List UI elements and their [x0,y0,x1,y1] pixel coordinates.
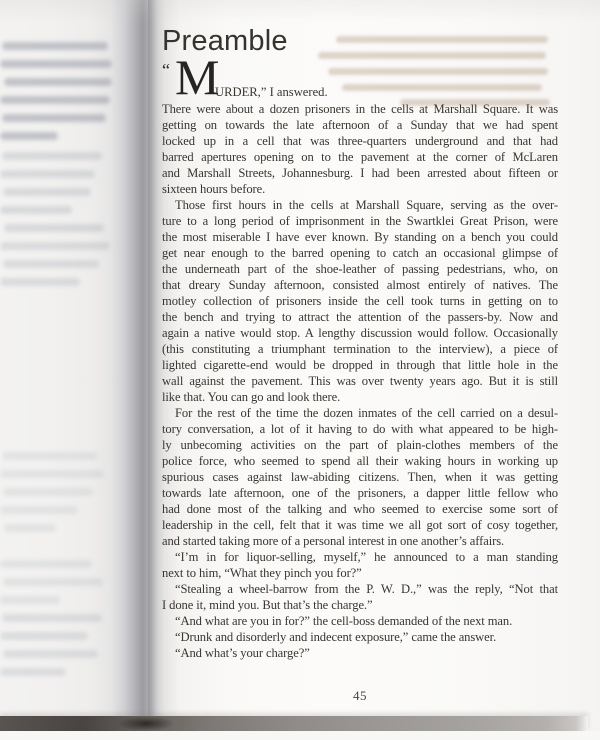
text-line: locked up in a cell that was three-quarters underground and that had [162,134,558,148]
text-line: spurious cases against law-abiding citizens. Then, when it was getting [162,470,558,484]
text-line: get near enough to the barred opening to catch an occasional glimpse of [162,246,558,260]
ghost-text-line [2,114,106,122]
text-line: and started taking more of a personal interest in one another’s affairs. [162,534,505,548]
ghost-text-line [0,668,66,676]
ghost-text-line [0,560,92,568]
text-line: lighted cigarette-end would be dropped in through that little hole in the [162,358,558,372]
open-quote: “ [162,60,170,80]
ghost-text-line [3,650,98,658]
opening-text [215,85,328,100]
left-page [0,0,120,740]
ghost-text-line [3,578,103,586]
ghost-text-line [0,170,95,178]
ghost-text-line [0,60,112,68]
text-line: motley collection of prisoners inside the cell took turns in getting on to [162,294,558,308]
text-line: There were about a dozen prisoners in the cells at Marshall Square. It was [162,102,558,116]
ghost-text-line [3,260,99,268]
page-title: Preamble [162,25,288,57]
text-line: ly unbecoming activities on the part of plain-clothes members of the [162,438,558,452]
text-line: ture to a long period of imprisonment in the Swartklei Great Prison, were [162,214,558,228]
table-surface [0,731,600,740]
ghost-text-line [4,224,104,232]
text-line: getting on towards the late afternoon of a Sunday that we had spent [162,118,558,132]
book-bottom-edge-shadow [118,716,174,731]
text-line: Those first hours in the cells at Marshall Square, serving as the over- [175,198,558,212]
ghost-text-line [2,614,102,622]
page-content [162,0,558,712]
book-gutter [148,0,158,740]
text-line: like that. You can go and look there. [162,390,341,404]
text-line: I done it, mind you. But that’s the charge.” [162,598,373,612]
ghost-text-line [0,506,78,514]
paragraphs [162,101,558,661]
ghost-text-line [0,242,110,250]
text-line: leadership in the cell, felt that it was time we all got sort of cosy together, [162,518,558,532]
text-line: (this constituting a triumphant termination to the interview), a piece of [162,342,558,356]
text-line: the most miserable I have ever known. By standing on a bench you could [162,230,558,244]
text-line: and Marshall Streets, Johannesburg. I had been arrested about fifteen or [162,166,558,180]
opening-line [162,49,558,105]
text-line: sixteen hours before. [162,182,266,196]
text-line: that dreary Sunday afternoon, consisted almost entirely of natives. The [162,278,558,292]
text-line: next to him, “What they pinch you for?” [162,566,362,580]
text-line: “Stealing a wheel-barrow from the P. W. D.,” was the reply, “Not that [175,582,558,596]
text-line: “Drunk and disorderly and indecent exposure,” came the answer. [175,630,497,644]
ghost-text-line [4,524,56,532]
text-line: police force, who seemed to spend all their waking hours in working up [162,454,558,468]
ghost-text-line [0,132,58,140]
ghost-text-line [2,452,97,460]
opening-caps: URDER,” [215,85,267,99]
ghost-text-line [0,596,60,604]
ghost-text-line [2,42,108,50]
ghost-text-line [0,206,72,214]
drop-cap: M [175,49,220,105]
ghost-text-line [0,278,80,286]
book-bottom-edge [0,716,588,731]
text-line: For the rest of the time the dozen inmates of the cell carried on a desul- [175,406,558,420]
ghost-text-line [0,470,104,478]
text-line: again a native would stop. A lengthy discussion would follow. Occasionally [162,326,558,340]
text-line: “And what are you in for?” the cell-boss demanded of the next man. [175,614,513,628]
ghost-text-line [3,488,93,496]
text-line: tory conversation, a lot of it having to do with what appeared to be high- [162,422,558,436]
ghost-text-line [2,152,102,160]
page-number: 45 [353,688,367,703]
text-line: the underneath part of the shoe-leather of passing pedestrians, who, on [162,262,558,276]
text-line: had done most of the talking and who seemed to exercise some sort of [162,502,558,516]
ghost-text-line [3,188,91,196]
text-line: the bench and trying to attract the attention of the passers-by. Now and [162,310,558,324]
text-line: wall against the pavement. This was over twenty years ago. But it is still [162,374,558,388]
text-line: towards late afternoon, one of the prisoners, a dapper little fellow who [162,486,558,500]
ghost-text-line [0,96,110,104]
text-line: “I’m in for liquor-selling, myself,” he announced to a man standing [175,550,558,564]
ghost-text-line [4,78,112,86]
opening-tail: I answered. [266,85,328,99]
text-line: barred apertures opening on to the pavement at the corner of McLaren [162,150,558,164]
text-line: “And what’s your charge?” [175,646,310,660]
ghost-text-line [0,632,88,640]
